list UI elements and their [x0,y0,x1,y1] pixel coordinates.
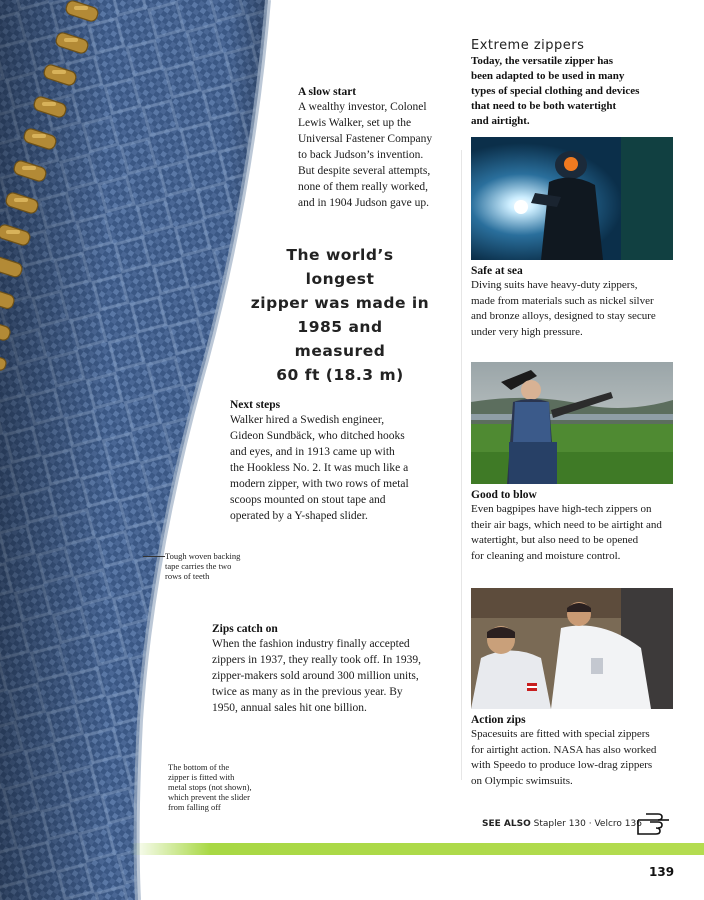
bottom-caption: The bottom of the zipper is fitted with metal stops (not shown), which prevent the slider from falling off [168,762,252,812]
next-steps-text: Walker hired a Swedish engineer, Gideon Sundbäck, who ditched hooks and eyes, and in 1913 came up with the Hookless No. 2. It was much like a modern zipper, with two rows of metal scoops mounted on stout tape and operated by a Y-shaped slider. [230,414,409,522]
zips-catch-on-text: When the fashion industry finally accepted zippers in 1937, they really took off. In 1939, zipper-makers sold around 300 million units, twice as many as in the previous year. By 1950, annual sales hit one billion. [212,638,421,714]
astronauts-photo [471,588,673,709]
see-also-refs[interactable]: Stapler 130 · Velcro 136 [533,819,642,829]
zips-catch-on-section [212,622,462,716]
caption-pointer [143,556,165,557]
safe-at-sea-heading: Safe at sea [471,265,523,277]
next-steps-heading: Next steps [230,399,281,411]
diver-photo [471,137,673,260]
action-zips-heading: Action zips [471,714,526,726]
see-also-label: SEE ALSO [482,819,531,829]
good-to-blow-heading: Good to blow [471,489,537,501]
slow-start-section [298,85,468,211]
safe-at-sea-text: Diving suits have heavy-duty zippers, made from materials such as nickel silver and bronze alloys, designed to stay secure under very high pressure. [471,279,656,338]
zips-catch-on-heading: Zips catch on [212,623,278,635]
bagpiper-photo [471,362,673,484]
extreme-zippers-title: Extreme zippers [471,38,585,53]
page-number: 139 [649,865,675,879]
pull-quote: The world’s longest zipper was made in 1985 and measured 60 ft (18.3 m) [250,246,430,384]
extreme-zippers-intro: Today, the versatile zipper has been adapted to be used in many types of special clothing and devices that need to be both watertight and airtight. [471,55,640,127]
next-steps-section [230,398,460,524]
column-divider [461,150,462,780]
pointing-hand-icon [636,808,672,838]
zipper-teeth [0,0,110,900]
safe-at-sea-section [471,264,681,340]
accent-bar [130,843,704,855]
backing-caption: Tough woven backing tape carries the two rows of teeth [165,551,241,581]
slow-start-text: A wealthy investor, Colonel Lewis Walker, set up the Universal Fastener Company to back Judson’s invention. But despite several attempts, none of them really worked, and in 1904 Judson gave up. [298,101,433,209]
see-also[interactable] [482,819,642,829]
action-zips-text: Spacesuits are fitted with special zippers for airtight action. NASA has also worked with Speedo to produce low-drag zippers on Olympic swimsuits. [471,728,657,787]
action-zips-section [471,713,681,789]
good-to-blow-section [471,488,686,564]
slow-start-heading: A slow start [298,86,357,98]
good-to-blow-text: Even bagpipes have high-tech zippers on their air bags, which need to be airtight and watertight, but also need to be opened for cleaning and moisture control. [471,503,662,562]
